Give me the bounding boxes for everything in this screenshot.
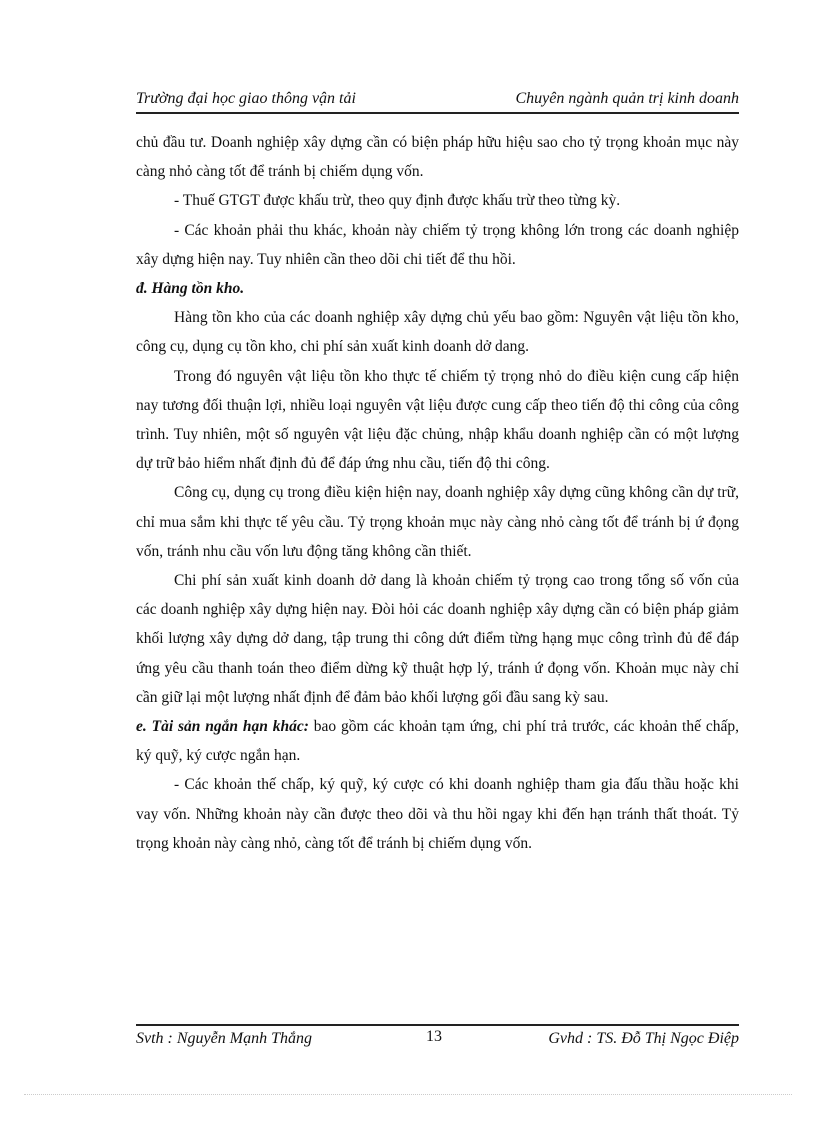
- section-heading-e: e. Tài sản ngắn hạn khác:: [136, 718, 309, 736]
- paragraph-9: - Các khoản thế chấp, ký quỹ, ký cược có khi doanh nghiệp tham gia đấu thầu hoặc khi vay vốn. Những khoản này cần được theo dõi và thu hồi ngay khi đến hạn tránh thất thoát. Tỷ trọng khoản này càng nhỏ, càng tốt để tránh bị chiếm dụng vốn.: [136, 776, 739, 852]
- paragraph-1: chủ đầu tư. Doanh nghiệp xây dựng cần có biện pháp hữu hiệu sao cho tỷ trọng khoản mục này càng nhỏ càng tốt để tránh bị chiếm dụng vốn.: [136, 134, 739, 181]
- paragraph-7: Chi phí sản xuất kinh doanh dở dang là khoản chiếm tỷ trọng cao trong tổng số vốn của các doanh nghiệp xây dựng hiện nay. Đòi hỏi các doanh nghiệp xây dựng cần có biện pháp giảm khối lượng xây dựng dở dang, tập trung thi công dứt điểm từng hạng mục công trình đủ để đáp ứng yêu cầu thanh toán theo điểm dừng kỹ thuật hợp lý, tránh ứ đọng vốn. Khoản mục này chỉ cần giữ lại một lượng nhất định để đảm bảo khối lượng gối đầu sang kỳ sau.: [136, 572, 739, 706]
- paragraph-6: Công cụ, dụng cụ trong điều kiện hiện nay, doanh nghiệp xây dựng cũng không cần dự trữ, chỉ mua sắm khi thực tế yêu cầu. Tỷ trọng khoản mục này càng nhỏ càng tốt để tránh bị ứ đọng vốn, tránh nhu cầu vốn lưu động tăng không cần thiết.: [136, 484, 739, 560]
- footer-student: Svth : Nguyễn Mạnh Thắng: [136, 1030, 312, 1047]
- header-major: Chuyên ngành quản trị kinh doanh: [515, 90, 739, 107]
- page-footer: [136, 1024, 739, 1056]
- paragraph-3: - Các khoản phải thu khác, khoản này chiếm tỷ trọng không lớn trong các doanh nghiệp xây dựng hiện nay. Tuy nhiên cần theo dõi chi tiết để thu hồi.: [136, 221, 739, 268]
- paragraph-4: Hàng tồn kho của các doanh nghiệp xây dựng chủ yếu bao gồm: Nguyên vật liệu tồn kho, công cụ, dụng cụ tồn kho, chi phí sản xuất kinh doanh dở dang.: [136, 309, 739, 356]
- footer-advisor: Gvhd : TS. Đỗ Thị Ngọc Điệp: [548, 1030, 739, 1047]
- paragraph-5: Trong đó nguyên vật liệu tồn kho thực tế chiếm tỷ trọng nhỏ do điều kiện cung cấp hiện nay tương đối thuận lợi, nhiều loại nguyên vật liệu được cung cấp theo tiến độ thi công của công trình. Tuy nhiên, một số nguyên vật liệu đặc chủng, nhập khẩu doanh nghiệp cần có một lượng dự trữ bảo hiểm nhất định đủ để đáp ứng nhu cầu, tiến độ thi công.: [136, 367, 739, 473]
- page-number: 13: [426, 1028, 442, 1045]
- header-university: Trường đại học giao thông vận tải: [136, 90, 356, 107]
- page-body: [136, 128, 739, 858]
- paragraph-2: - Thuế GTGT được khấu trừ, theo quy định được khấu trừ theo từng kỳ.: [174, 192, 621, 210]
- paragraph-8-text: bao gồm các khoản tạm ứng, chi phí trả trước, các khoản thế chấp, ký quỹ, ký cược ngắn hạn.: [136, 718, 739, 765]
- page-header: [136, 88, 739, 114]
- page-bottom-divider: [24, 1094, 792, 1095]
- section-heading-d: đ. Hàng tồn kho.: [136, 280, 245, 298]
- paragraph-8: [136, 712, 739, 770]
